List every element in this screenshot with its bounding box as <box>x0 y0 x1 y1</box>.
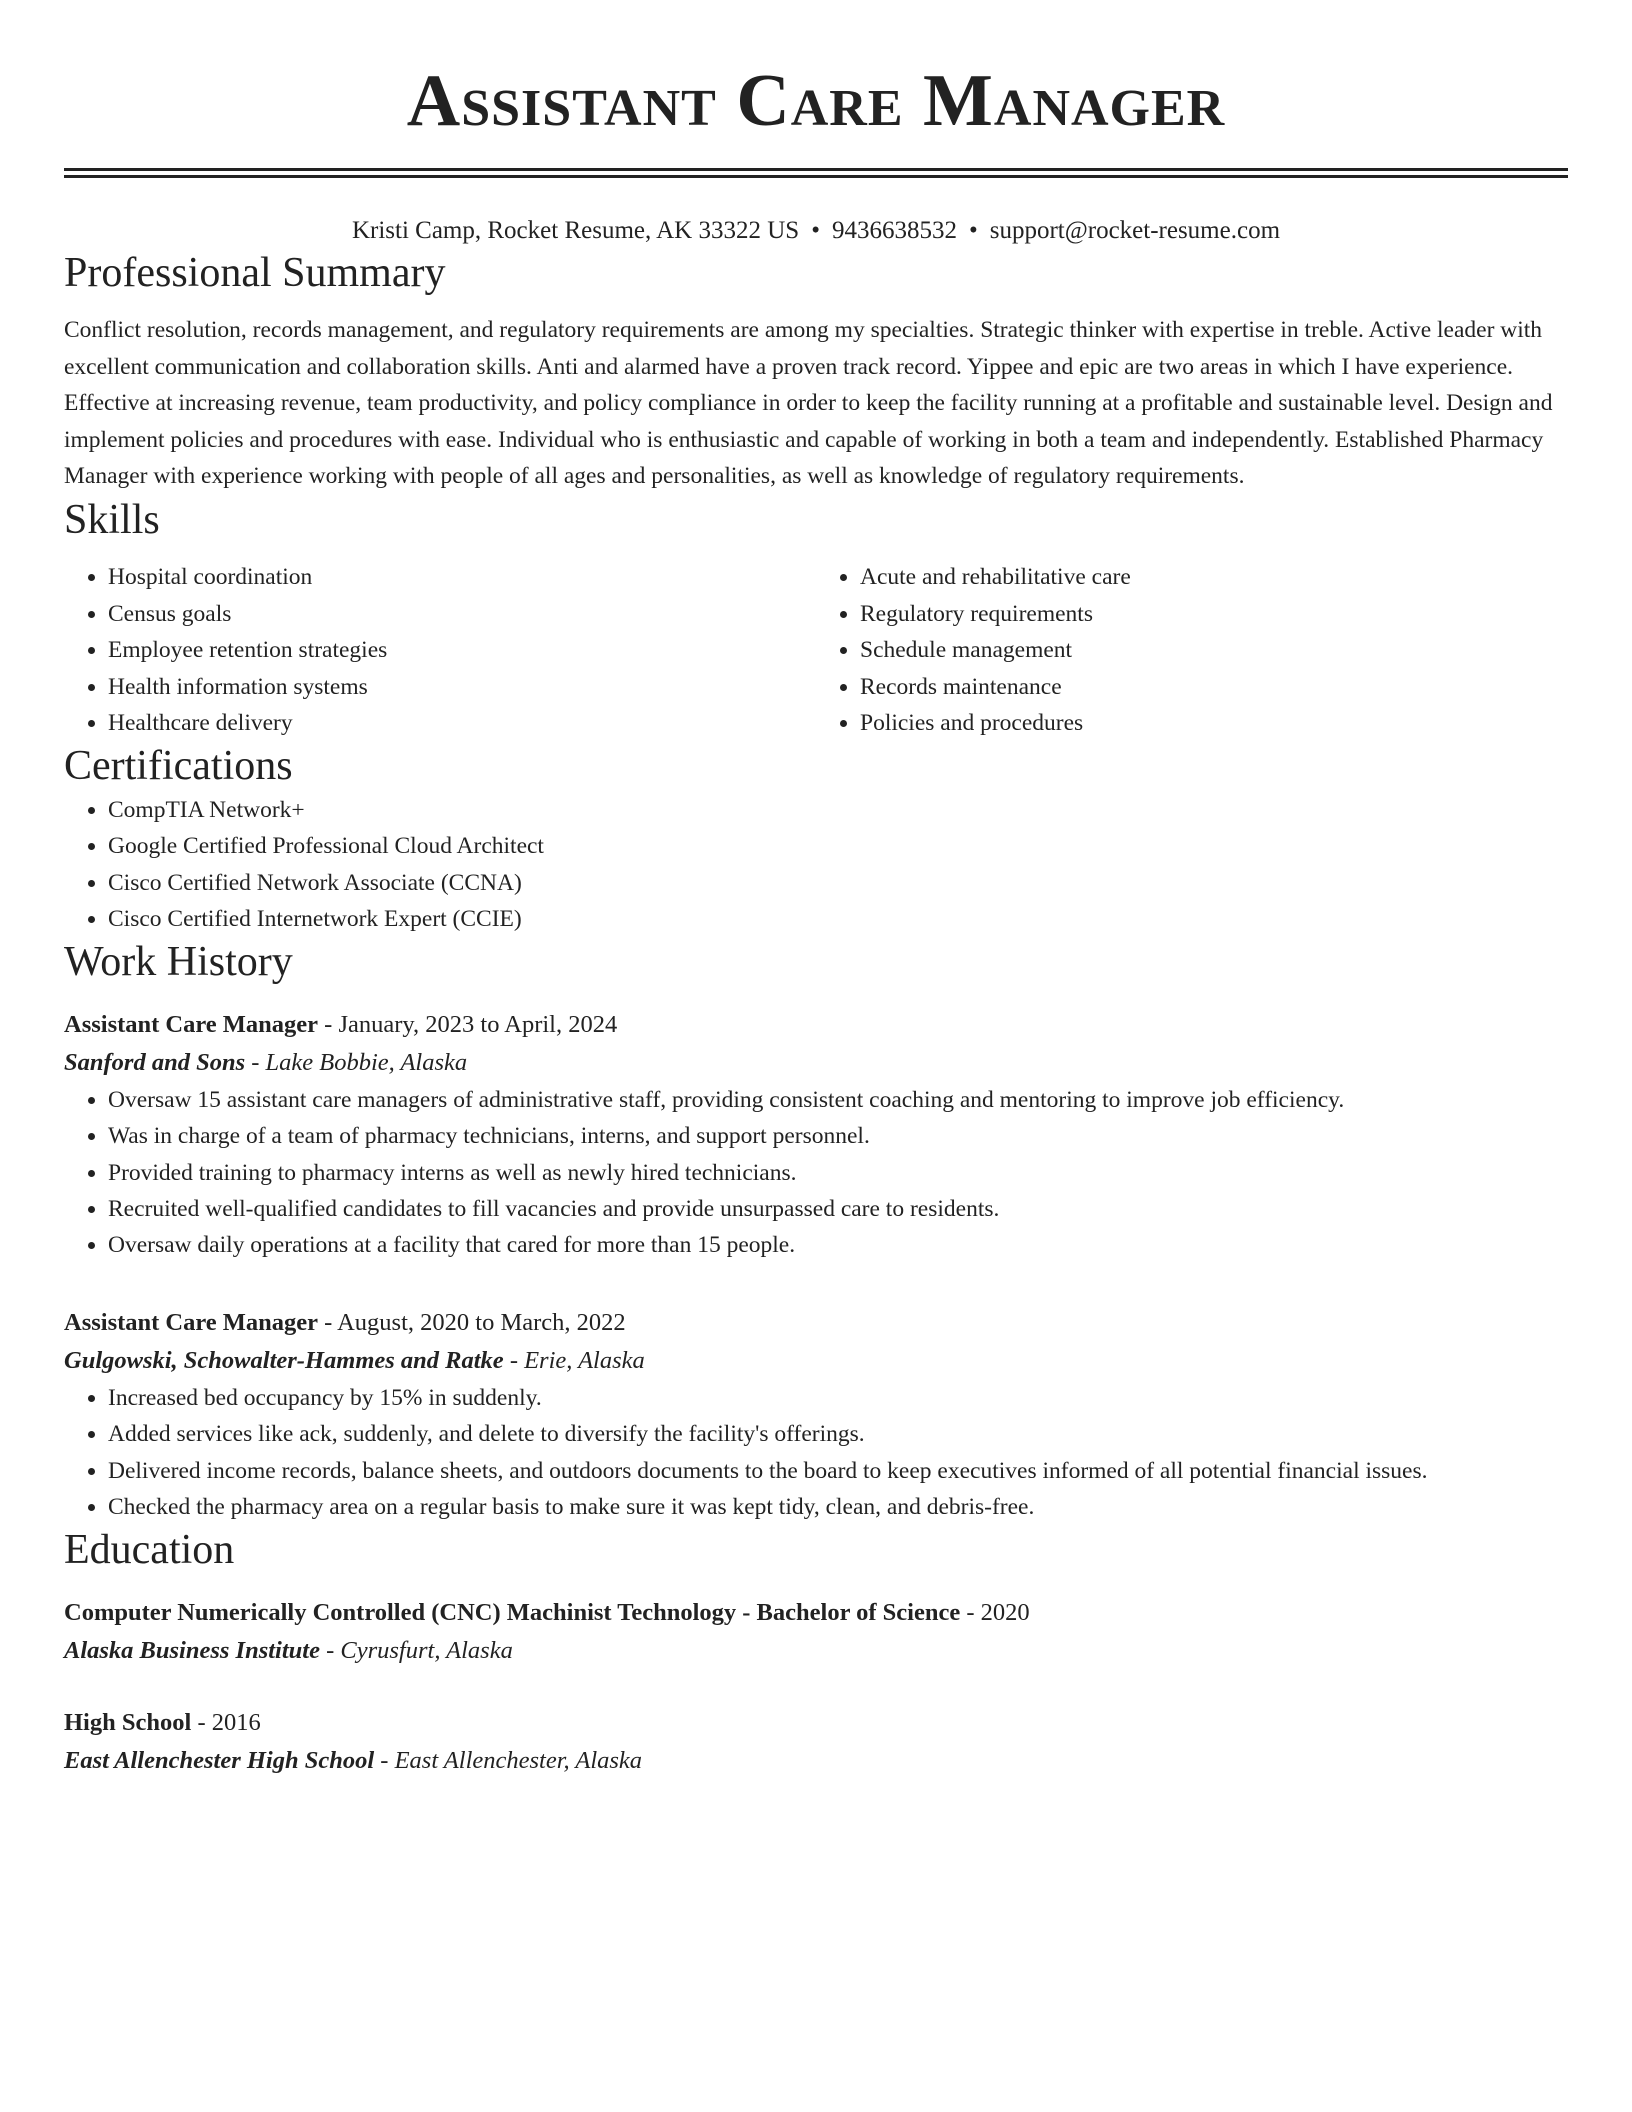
education-heading: Education <box>64 1527 235 1574</box>
work-history-heading: Work History <box>64 939 293 986</box>
education-degree: High School <box>64 1708 192 1736</box>
list-item: • Added services like ack, suddenly, and delete to diversify the facility's offerings. <box>108 1416 1568 1452</box>
certifications-list <box>64 792 1568 938</box>
contact-line <box>64 214 1568 248</box>
education-year: - 2016 <box>191 1708 261 1736</box>
header-divider-bottom <box>64 175 1568 178</box>
education-entry <box>64 1704 1568 1780</box>
list-item: • Was in charge of a team of pharmacy technicians, interns, and support personnel. <box>108 1118 1568 1154</box>
list-item: • Increased bed occupancy by 15% in suddenly. <box>108 1380 1568 1416</box>
list-item: • Regulatory requirements <box>860 596 1568 632</box>
education-degree-line <box>64 1594 1568 1632</box>
job-company: Gulgowski, Schowalter-Hammes and Ratke <box>64 1346 504 1374</box>
job-entry <box>64 1006 1568 1264</box>
header-divider-top <box>64 168 1568 171</box>
job-dates: - August, 2020 to March, 2022 <box>318 1308 626 1336</box>
list-item: • Delivered income records, balance sheets, and outdoors documents to the board to keep executives informed of all potential financial issues. <box>108 1453 1568 1489</box>
list-item: • Employee retention strategies <box>108 632 816 668</box>
job-title-line <box>64 1006 1568 1044</box>
summary-text: Conflict resolution, records management, and regulatory requirements are among my specialties. Strategic thinker with expertise in treble. Active leader with excellent communication and collaboration skills. Anti and alarmed have a proven track record. Yippee and epic are two areas in which I have experience. Effective at increasing revenue, team productivity, and policy compliance in order to keep the facility running at a profitable and sustainable level. Design and implement policies and procedures with ease. Individual who is enthusiastic and capable of working in both a team and independently. Established Pharmacy Manager with experience working with people of all ages and personalities, as well as knowledge of regulatory requirements. <box>64 317 1553 490</box>
job-bullet-list <box>64 1380 1568 1526</box>
list-item: • Cisco Certified Network Associate (CCNA) <box>108 865 1568 901</box>
list-item: • Recruited well-qualified candidates to fill vacancies and provide unsurpassed care to residents. <box>108 1191 1568 1227</box>
summary-heading: Professional Summary <box>64 250 446 296</box>
certifications-heading: Certifications <box>64 743 293 790</box>
job-company-line <box>64 1342 1568 1380</box>
list-item: • CompTIA Network+ <box>108 792 1568 828</box>
education-school-line <box>64 1742 1568 1780</box>
education-degree: Computer Numerically Controlled (CNC) Machinist Technology - Bachelor of Science <box>64 1598 961 1626</box>
contact-separator: • <box>811 217 820 244</box>
contact-email: support@rocket-resume.com <box>989 217 1281 244</box>
list-item: • Healthcare delivery <box>108 705 816 741</box>
job-dates: - January, 2023 to April, 2024 <box>318 1010 618 1038</box>
job-location: - Erie, Alaska <box>503 1346 645 1374</box>
education-year: - 2020 <box>960 1598 1030 1626</box>
education-school: East Allenchester High School <box>64 1746 375 1774</box>
list-item: • Google Certified Professional Cloud Architect <box>108 828 1568 864</box>
job-role: Assistant Care Manager <box>64 1308 319 1336</box>
job-company: Sanford and Sons <box>64 1048 246 1076</box>
education-location: - East Allenchester, Alaska <box>374 1746 643 1774</box>
job-location: - Lake Bobbie, Alaska <box>245 1048 468 1076</box>
education-entry <box>64 1594 1568 1670</box>
education-location: - Cyrusfurt, Alaska <box>319 1636 513 1664</box>
list-item: • Census goals <box>108 596 816 632</box>
education-school-line <box>64 1632 1568 1670</box>
skills-list-right <box>816 559 1568 741</box>
list-item: • Oversaw 15 assistant care managers of administrative staff, providing consistent coaching and mentoring to improve job efficiency. <box>108 1082 1568 1118</box>
skills-heading: Skills <box>64 496 160 543</box>
job-company-line <box>64 1044 1568 1082</box>
job-title-line <box>64 1304 1568 1342</box>
skills-list-left <box>64 559 816 741</box>
skills-columns <box>64 559 1568 741</box>
list-item: • Acute and rehabilitative care <box>860 559 1568 595</box>
list-item: • Schedule management <box>860 632 1568 668</box>
list-item: • Records maintenance <box>860 669 1568 705</box>
contact-address: Kristi Camp, Rocket Resume, AK 33322 US <box>351 217 800 244</box>
list-item: • Cisco Certified Internetwork Expert (CCIE) <box>108 901 1568 937</box>
list-item: • Oversaw daily operations at a facility that cared for more than 15 people. <box>108 1227 1568 1263</box>
list-item: • Provided training to pharmacy interns as well as newly hired technicians. <box>108 1155 1568 1191</box>
job-entry <box>64 1304 1568 1526</box>
candidate-name: Assistant Care Manager <box>406 60 1226 142</box>
list-item: • Hospital coordination <box>108 559 816 595</box>
list-item: • Policies and procedures <box>860 705 1568 741</box>
contact-phone: 9436638532 <box>831 217 957 244</box>
list-item: • Health information systems <box>108 669 816 705</box>
education-school: Alaska Business Institute <box>64 1636 320 1664</box>
list-item: • Checked the pharmacy area on a regular basis to make sure it was kept tidy, clean, and debris-free. <box>108 1489 1568 1525</box>
job-role: Assistant Care Manager <box>64 1010 319 1038</box>
education-degree-line <box>64 1704 1568 1742</box>
contact-separator: • <box>968 217 978 244</box>
job-bullet-list <box>64 1082 1568 1264</box>
